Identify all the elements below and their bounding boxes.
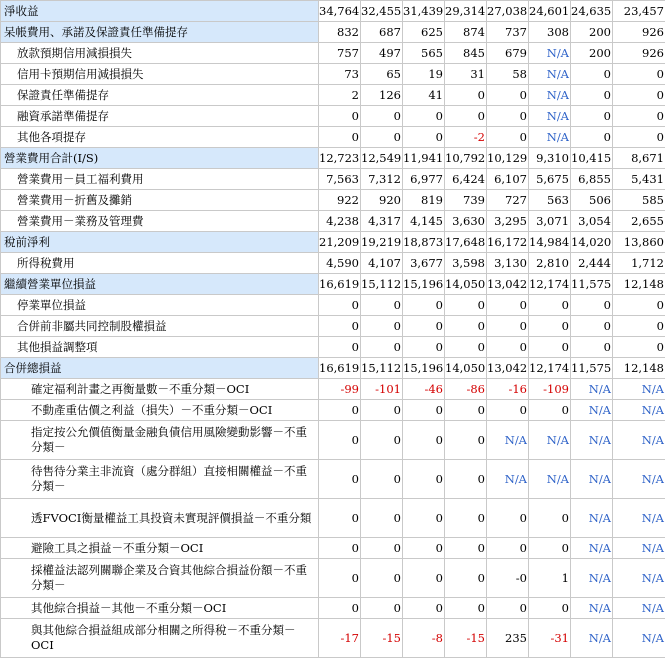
table-row (1, 421, 665, 460)
value-cell: 0 (445, 538, 487, 559)
value-cell: 308 (529, 22, 571, 43)
value-cell: N/A (487, 421, 529, 460)
value-cell: 12,148 (613, 274, 665, 295)
value-cell: -2 (445, 127, 487, 148)
value-cell: 2,444 (571, 253, 613, 274)
value-cell: 5,431 (613, 169, 665, 190)
value-cell: 0 (529, 316, 571, 337)
value-cell: N/A (571, 619, 613, 658)
value-cell: 10,415 (571, 148, 613, 169)
value-cell: 0 (403, 598, 445, 619)
value-cell: N/A (571, 460, 613, 499)
table-row (1, 337, 665, 358)
value-cell: 0 (529, 295, 571, 316)
table-row (1, 598, 665, 619)
value-cell: 0 (487, 598, 529, 619)
row-label: 待售待分業主非流資（處分群組）直接相關權益－不重分類－ (1, 460, 319, 499)
value-cell: 4,238 (319, 211, 361, 232)
value-cell: -46 (403, 379, 445, 400)
value-cell: 0 (319, 316, 361, 337)
value-cell: 11,575 (571, 274, 613, 295)
table-row (1, 379, 665, 400)
row-label: 避險工具之損益－不重分類－OCI (1, 538, 319, 559)
value-cell: 34,764 (319, 1, 361, 22)
value-cell: -16 (487, 379, 529, 400)
value-cell: 585 (613, 190, 665, 211)
value-cell: 926 (613, 43, 665, 64)
value-cell: 687 (361, 22, 403, 43)
value-cell: 0 (445, 460, 487, 499)
value-cell: 3,295 (487, 211, 529, 232)
value-cell: N/A (571, 379, 613, 400)
value-cell: 10,792 (445, 148, 487, 169)
value-cell: N/A (529, 43, 571, 64)
row-label: 其他損益調整項 (1, 337, 319, 358)
table-row (1, 499, 665, 538)
value-cell: 11,941 (403, 148, 445, 169)
row-label: 確定福利計畫之再衡量數－不重分類－OCI (1, 379, 319, 400)
value-cell: 922 (319, 190, 361, 211)
value-cell: 3,054 (571, 211, 613, 232)
value-cell: 16,172 (487, 232, 529, 253)
value-cell: 0 (361, 127, 403, 148)
value-cell: 1,712 (613, 253, 665, 274)
value-cell: 19 (403, 64, 445, 85)
value-cell: 0 (361, 559, 403, 598)
value-cell: 14,050 (445, 358, 487, 379)
value-cell: 12,148 (613, 358, 665, 379)
value-cell: -15 (445, 619, 487, 658)
value-cell: -17 (319, 619, 361, 658)
value-cell: 0 (613, 127, 665, 148)
value-cell: 565 (403, 43, 445, 64)
row-label: 其他綜合損益－其他－不重分類－OCI (1, 598, 319, 619)
value-cell: 31,439 (403, 1, 445, 22)
value-cell: 0 (613, 337, 665, 358)
value-cell: -101 (361, 379, 403, 400)
value-cell: 0 (445, 559, 487, 598)
value-cell: -86 (445, 379, 487, 400)
value-cell: 9,310 (529, 148, 571, 169)
value-cell: 0 (319, 127, 361, 148)
row-label: 營業費用－業務及管理費 (1, 211, 319, 232)
table-row (1, 106, 665, 127)
value-cell: 0 (613, 316, 665, 337)
value-cell: 58 (487, 64, 529, 85)
value-cell: 0 (613, 64, 665, 85)
value-cell: 17,648 (445, 232, 487, 253)
value-cell: 506 (571, 190, 613, 211)
value-cell: 874 (445, 22, 487, 43)
value-cell: N/A (613, 598, 665, 619)
value-cell: N/A (613, 421, 665, 460)
value-cell: 0 (529, 337, 571, 358)
value-cell: 4,107 (361, 253, 403, 274)
value-cell: 14,984 (529, 232, 571, 253)
table-row (1, 43, 665, 64)
value-cell: N/A (571, 559, 613, 598)
table-row (1, 295, 665, 316)
value-cell: 0 (445, 400, 487, 421)
value-cell: N/A (529, 421, 571, 460)
value-cell: 0 (319, 106, 361, 127)
value-cell: 32,455 (361, 1, 403, 22)
row-label: 不動產重估價之利益（損失）－不重分類－OCI (1, 400, 319, 421)
value-cell: 12,549 (361, 148, 403, 169)
value-cell: 24,635 (571, 1, 613, 22)
table-row (1, 460, 665, 499)
value-cell: 0 (361, 337, 403, 358)
value-cell: 2,810 (529, 253, 571, 274)
value-cell: 2,655 (613, 211, 665, 232)
value-cell: 0 (361, 460, 403, 499)
value-cell: 3,630 (445, 211, 487, 232)
value-cell: 0 (403, 460, 445, 499)
value-cell: 0 (403, 106, 445, 127)
value-cell: 0 (445, 337, 487, 358)
value-cell: N/A (613, 460, 665, 499)
row-label: 透FVOCI衡量權益工具投資未實現評價損益－不重分類 (1, 499, 319, 538)
value-cell: 7,563 (319, 169, 361, 190)
value-cell: 0 (361, 106, 403, 127)
value-cell: 200 (571, 43, 613, 64)
table-row (1, 619, 665, 658)
value-cell: 563 (529, 190, 571, 211)
value-cell: 3,598 (445, 253, 487, 274)
value-cell: 0 (403, 499, 445, 538)
value-cell: 0 (319, 559, 361, 598)
row-label: 呆帳費用、承諾及保證責任準備提存 (1, 22, 319, 43)
value-cell: 0 (403, 538, 445, 559)
value-cell: -109 (529, 379, 571, 400)
row-label: 所得稅費用 (1, 253, 319, 274)
value-cell: 23,457 (613, 1, 665, 22)
value-cell: 14,050 (445, 274, 487, 295)
table-row (1, 538, 665, 559)
value-cell: 0 (319, 421, 361, 460)
value-cell: 41 (403, 85, 445, 106)
value-cell: 0 (361, 400, 403, 421)
value-cell: 0 (571, 106, 613, 127)
value-cell: 13,042 (487, 274, 529, 295)
value-cell: N/A (613, 538, 665, 559)
value-cell: 3,677 (403, 253, 445, 274)
value-cell: 13,042 (487, 358, 529, 379)
value-cell: 1 (529, 559, 571, 598)
value-cell: 0 (571, 85, 613, 106)
value-cell: 0 (403, 337, 445, 358)
value-cell: 926 (613, 22, 665, 43)
value-cell: N/A (613, 400, 665, 421)
value-cell: N/A (613, 559, 665, 598)
value-cell: 0 (403, 421, 445, 460)
value-cell: 0 (613, 106, 665, 127)
value-cell: 0 (361, 598, 403, 619)
value-cell: 0 (319, 499, 361, 538)
value-cell: 27,038 (487, 1, 529, 22)
value-cell: 0 (319, 400, 361, 421)
table-row (1, 274, 665, 295)
value-cell: 0 (319, 598, 361, 619)
row-label: 淨收益 (1, 1, 319, 22)
value-cell: 0 (319, 538, 361, 559)
value-cell: 0 (361, 295, 403, 316)
value-cell: 920 (361, 190, 403, 211)
value-cell: 18,873 (403, 232, 445, 253)
value-cell: 0 (361, 316, 403, 337)
value-cell: N/A (529, 106, 571, 127)
value-cell: 15,196 (403, 358, 445, 379)
table-body (1, 1, 665, 658)
value-cell: 0 (319, 295, 361, 316)
table-row (1, 559, 665, 598)
table-row (1, 316, 665, 337)
value-cell: N/A (529, 85, 571, 106)
value-cell: 6,855 (571, 169, 613, 190)
table-row (1, 127, 665, 148)
value-cell: 4,145 (403, 211, 445, 232)
value-cell: 0 (571, 295, 613, 316)
row-label: 採權益法認列關聯企業及合資其他綜合損益份額－不重分類－ (1, 559, 319, 598)
value-cell: 0 (445, 499, 487, 538)
value-cell: 11,575 (571, 358, 613, 379)
table-row (1, 64, 665, 85)
value-cell: -8 (403, 619, 445, 658)
row-label: 保證責任準備提存 (1, 85, 319, 106)
value-cell: 7,312 (361, 169, 403, 190)
value-cell: 4,317 (361, 211, 403, 232)
value-cell: 5,675 (529, 169, 571, 190)
table-row (1, 253, 665, 274)
value-cell: 0 (487, 106, 529, 127)
value-cell: 0 (319, 460, 361, 499)
value-cell: N/A (529, 64, 571, 85)
value-cell: 832 (319, 22, 361, 43)
value-cell: 126 (361, 85, 403, 106)
table-row (1, 211, 665, 232)
value-cell: -99 (319, 379, 361, 400)
value-cell: 12,723 (319, 148, 361, 169)
value-cell: N/A (571, 400, 613, 421)
value-cell: 0 (487, 499, 529, 538)
value-cell: N/A (571, 538, 613, 559)
table-row (1, 400, 665, 421)
value-cell: 0 (487, 538, 529, 559)
value-cell: 0 (403, 316, 445, 337)
value-cell: 0 (613, 85, 665, 106)
value-cell: 13,860 (613, 232, 665, 253)
value-cell: N/A (529, 127, 571, 148)
value-cell: 679 (487, 43, 529, 64)
value-cell: 0 (571, 64, 613, 85)
value-cell: 0 (487, 85, 529, 106)
value-cell: 29,314 (445, 1, 487, 22)
value-cell: 625 (403, 22, 445, 43)
table-row (1, 232, 665, 253)
row-label: 融資承諾準備提存 (1, 106, 319, 127)
value-cell: 8,671 (613, 148, 665, 169)
row-label: 合併前非屬共同控制股權損益 (1, 316, 319, 337)
value-cell: 0 (529, 499, 571, 538)
value-cell: 6,977 (403, 169, 445, 190)
value-cell: 0 (445, 106, 487, 127)
value-cell: 0 (571, 127, 613, 148)
value-cell: 0 (571, 316, 613, 337)
value-cell: 0 (529, 538, 571, 559)
value-cell: 0 (613, 295, 665, 316)
value-cell: 0 (361, 421, 403, 460)
table-row (1, 1, 665, 22)
value-cell: 0 (403, 127, 445, 148)
value-cell: 73 (319, 64, 361, 85)
value-cell: N/A (571, 421, 613, 460)
value-cell: 0 (529, 400, 571, 421)
value-cell: 0 (445, 316, 487, 337)
table-row (1, 190, 665, 211)
value-cell: 235 (487, 619, 529, 658)
value-cell: 727 (487, 190, 529, 211)
value-cell: 6,107 (487, 169, 529, 190)
value-cell: 19,219 (361, 232, 403, 253)
value-cell: N/A (487, 460, 529, 499)
value-cell: 0 (361, 538, 403, 559)
value-cell: 15,112 (361, 358, 403, 379)
row-label: 信用卡預期信用減損損失 (1, 64, 319, 85)
value-cell: -31 (529, 619, 571, 658)
row-label: 指定按公允價值衡量金融負債信用風險變動影響－不重分類－ (1, 421, 319, 460)
value-cell: 0 (529, 598, 571, 619)
value-cell: -0 (487, 559, 529, 598)
value-cell: 21,209 (319, 232, 361, 253)
table-row (1, 169, 665, 190)
row-label: 營業費用－員工福利費用 (1, 169, 319, 190)
value-cell: 0 (445, 295, 487, 316)
value-cell: 15,196 (403, 274, 445, 295)
value-cell: N/A (613, 619, 665, 658)
value-cell: N/A (571, 598, 613, 619)
row-label: 其他各項提存 (1, 127, 319, 148)
value-cell: 4,590 (319, 253, 361, 274)
table-row (1, 22, 665, 43)
row-label: 營業費用合計(I/S) (1, 148, 319, 169)
value-cell: 497 (361, 43, 403, 64)
value-cell: 16,619 (319, 358, 361, 379)
value-cell: 0 (361, 499, 403, 538)
row-label: 停業單位損益 (1, 295, 319, 316)
value-cell: 0 (445, 85, 487, 106)
value-cell: 3,130 (487, 253, 529, 274)
value-cell: 0 (487, 295, 529, 316)
value-cell: N/A (613, 379, 665, 400)
value-cell: 0 (403, 295, 445, 316)
table-row (1, 148, 665, 169)
row-label: 稅前淨利 (1, 232, 319, 253)
value-cell: 0 (403, 559, 445, 598)
value-cell: 12,174 (529, 274, 571, 295)
value-cell: 31 (445, 64, 487, 85)
value-cell: 0 (487, 316, 529, 337)
value-cell: 2 (319, 85, 361, 106)
row-label: 與其他綜合損益組成部分相關之所得稅－不重分類－OCI (1, 619, 319, 658)
row-label: 營業費用－折舊及攤銷 (1, 190, 319, 211)
value-cell: -15 (361, 619, 403, 658)
value-cell: 15,112 (361, 274, 403, 295)
row-label: 合併總損益 (1, 358, 319, 379)
table-row (1, 85, 665, 106)
value-cell: 737 (487, 22, 529, 43)
value-cell: 0 (403, 400, 445, 421)
table-row (1, 358, 665, 379)
value-cell: 819 (403, 190, 445, 211)
value-cell: 14,020 (571, 232, 613, 253)
row-label: 放款預期信用減損損失 (1, 43, 319, 64)
value-cell: 0 (487, 127, 529, 148)
value-cell: 739 (445, 190, 487, 211)
value-cell: N/A (571, 499, 613, 538)
value-cell: 6,424 (445, 169, 487, 190)
row-label: 繼續營業單位損益 (1, 274, 319, 295)
value-cell: 0 (487, 337, 529, 358)
value-cell: 0 (571, 337, 613, 358)
value-cell: 845 (445, 43, 487, 64)
value-cell: 757 (319, 43, 361, 64)
value-cell: 0 (487, 400, 529, 421)
value-cell: 16,619 (319, 274, 361, 295)
value-cell: 0 (319, 337, 361, 358)
value-cell: 65 (361, 64, 403, 85)
value-cell: N/A (529, 460, 571, 499)
value-cell: 24,601 (529, 1, 571, 22)
value-cell: 200 (571, 22, 613, 43)
value-cell: 10,129 (487, 148, 529, 169)
value-cell: N/A (613, 499, 665, 538)
value-cell: 0 (445, 421, 487, 460)
value-cell: 3,071 (529, 211, 571, 232)
value-cell: 0 (445, 598, 487, 619)
value-cell: 12,174 (529, 358, 571, 379)
